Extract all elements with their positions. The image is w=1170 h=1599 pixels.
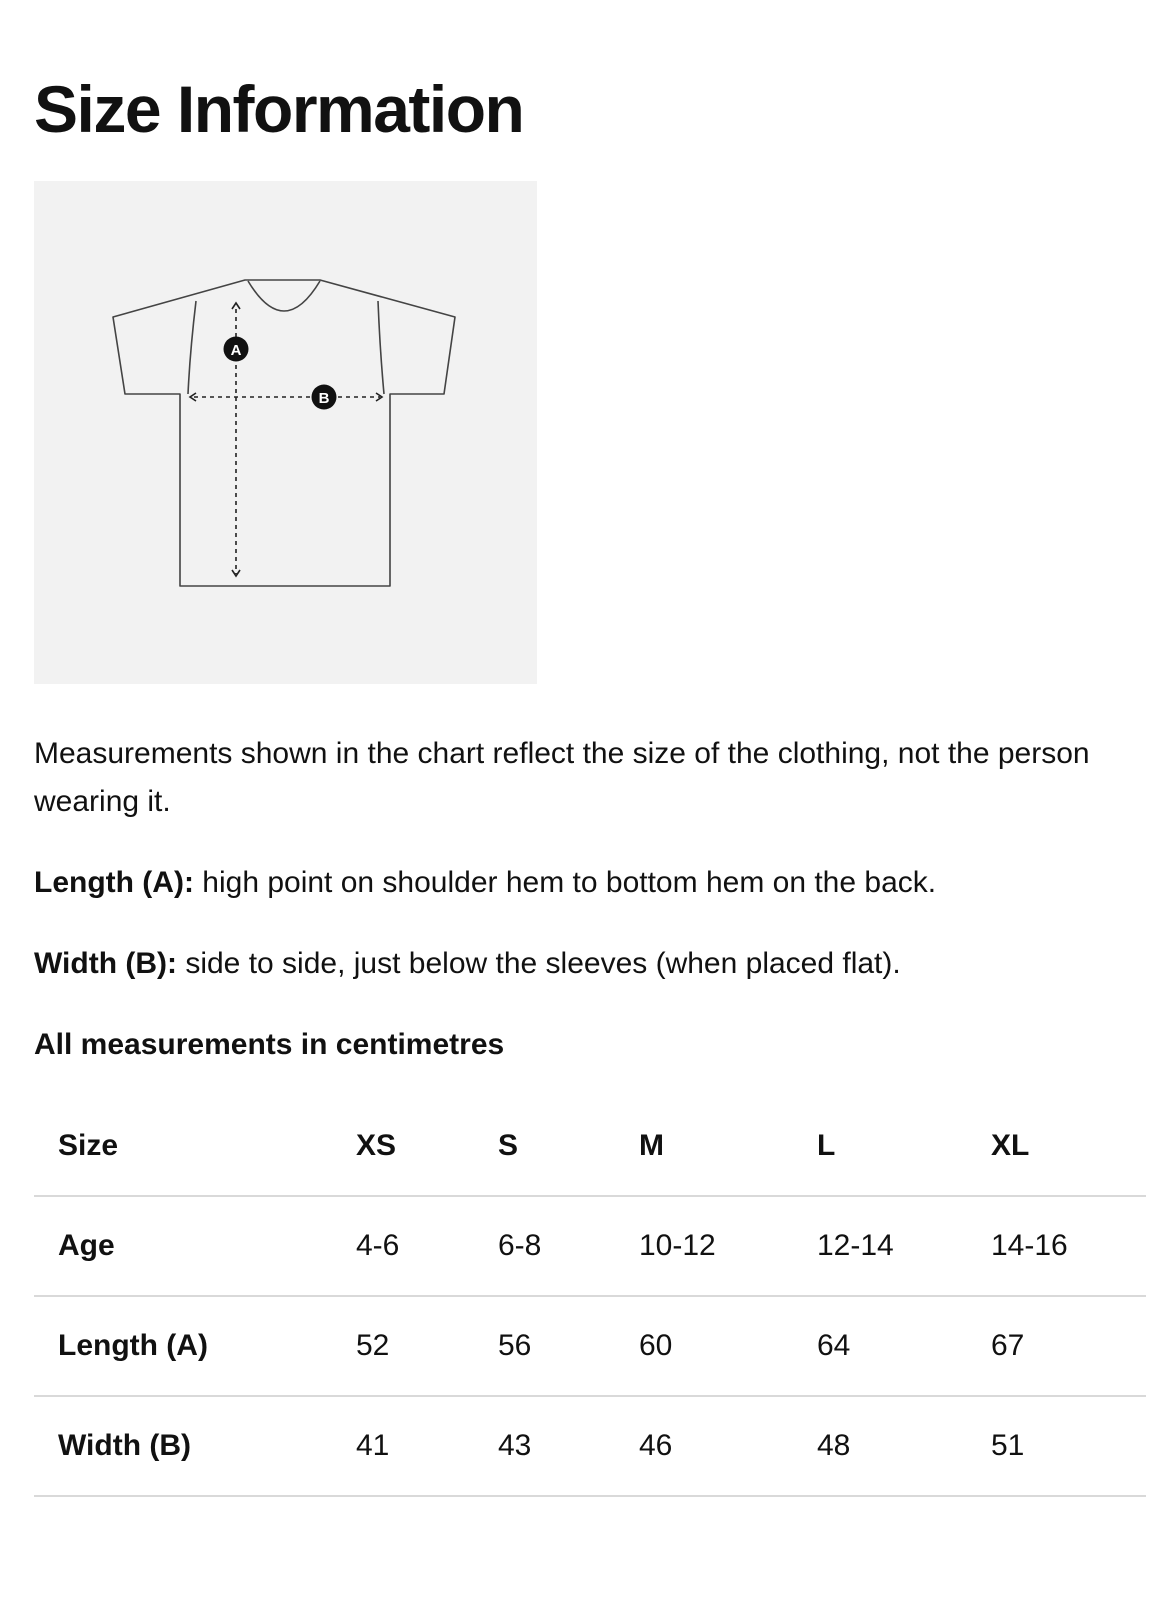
table-cell: 51 bbox=[991, 1396, 1146, 1496]
size-chart-table bbox=[34, 1097, 1146, 1497]
tshirt-diagram bbox=[34, 181, 537, 684]
table-cell: 56 bbox=[498, 1296, 639, 1396]
length-definition-label: Length (A): bbox=[34, 866, 194, 899]
table-header-cell: XS bbox=[356, 1097, 498, 1196]
table-header-cell: L bbox=[817, 1097, 991, 1196]
table-cell: 6-8 bbox=[498, 1196, 639, 1296]
table-cell: 4-6 bbox=[356, 1196, 498, 1296]
table-row-label: Age bbox=[34, 1196, 356, 1296]
table-header-cell: Size bbox=[34, 1097, 356, 1196]
table-cell: 41 bbox=[356, 1396, 498, 1496]
table-cell: 64 bbox=[817, 1296, 991, 1396]
tshirt-sleeve-seam-left bbox=[188, 301, 196, 394]
marker-b-label: B bbox=[318, 390, 330, 407]
width-definition-label: Width (B): bbox=[34, 947, 177, 980]
tshirt-outline bbox=[113, 280, 455, 586]
tshirt-measurement-icon bbox=[34, 181, 537, 684]
table-header-cell: M bbox=[639, 1097, 817, 1196]
table-cell: 52 bbox=[356, 1296, 498, 1396]
table-cell: 14-16 bbox=[991, 1196, 1146, 1296]
tshirt-sleeve-seam-right bbox=[378, 301, 384, 394]
page-title: Size Information bbox=[34, 72, 524, 146]
table-row-width bbox=[34, 1396, 1146, 1496]
marker-a-label: A bbox=[230, 342, 242, 359]
table-row-label: Width (B) bbox=[34, 1396, 356, 1496]
table-cell: 46 bbox=[639, 1396, 817, 1496]
table-row-length bbox=[34, 1296, 1146, 1396]
table-cell: 48 bbox=[817, 1396, 991, 1496]
length-definition-text: high point on shoulder hem to bottom hem on the back. bbox=[193, 866, 937, 899]
units-note: All measurements in centimetres bbox=[34, 1028, 505, 1061]
width-definition bbox=[34, 940, 1144, 988]
table-header-cell: S bbox=[498, 1097, 639, 1196]
table-cell: 10-12 bbox=[639, 1196, 817, 1296]
table-cell: 12-14 bbox=[817, 1196, 991, 1296]
table-row-label: Length (A) bbox=[34, 1296, 356, 1396]
length-arrow-top bbox=[232, 303, 240, 309]
length-definition bbox=[34, 859, 1144, 907]
table-cell: 43 bbox=[498, 1396, 639, 1496]
table-row-age bbox=[34, 1196, 1146, 1296]
table-cell: 67 bbox=[991, 1296, 1146, 1396]
table-header-row bbox=[34, 1097, 1146, 1196]
table-header-cell: XL bbox=[991, 1097, 1146, 1196]
width-definition-text: side to side, just below the sleeves (when placed flat). bbox=[177, 947, 901, 980]
tshirt-neckline bbox=[248, 281, 320, 311]
measurement-intro-text: Measurements shown in the chart reflect the size of the clothing, not the person wearing it. bbox=[34, 737, 1090, 818]
table-cell: 60 bbox=[639, 1296, 817, 1396]
